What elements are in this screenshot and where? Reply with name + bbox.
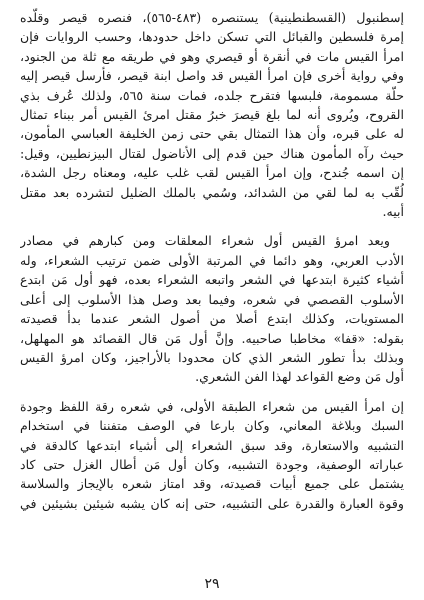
text-line: أول مَن وضع القواعد لهذا الفن الشعري.	[195, 369, 404, 385]
text-line: أشياء كثيرة ابتدعها في الشعر واتبعه الشعراء بعده، فهو أول مَن ابتدع	[20, 272, 404, 288]
text-line: السبك وبلاغة المعاني، وكان بارعا في الوصف متفننا في استخدام	[20, 418, 404, 434]
paragraph-2	[20, 231, 404, 386]
text-line: الأسلوب القصصي في شعره، وفيما بعد وصل هذا الأسلوب إلى أعلى	[20, 291, 404, 307]
paragraph-1	[20, 8, 404, 221]
text-line: وبذلك بدأ تطور الشعر الذي كان محدودا بالأراجيز، وكان امرؤ القيس	[20, 349, 404, 365]
text-line: إمرة فلسطين والقبائل التي تسكن داخل حدودها، وحسب الروايات فإن	[20, 29, 404, 45]
text-line: المستويات، وكذلك ابتدع أصلا من أصول الشعر عندما بدأ قصيدته	[20, 311, 404, 327]
text-line: وفي رواية أخرى فإن امرأ القيس قد واصل ابنة قيصر، فأرسل قيصر إليه	[20, 68, 404, 84]
text-line: الأدب العربي، وهو دائما في المرتبة الأولى ضمن ترتيب الشعراء، وله	[20, 252, 404, 268]
text-line: لُقّب به لما لقي من الشدائد، وسُمي بالملك الضليل لتشرده بعد مقتل	[20, 184, 404, 200]
text-line: إسطنبول (القسطنطينية) يستنصره (٤٨٣-٥٦٥)، فنصره قيصر وقلّده	[20, 10, 404, 25]
text-line: إن اسمه جُندح، وإن امرأ القيس لقب غلب عليه، ومعناه رجل الشدة،	[20, 165, 404, 181]
text-line: عباراته الوصفية، وجودة التشبيه، وكان أول مَن أطال الغزل حتى كاد	[20, 456, 404, 472]
text-line: له على قبره، وأن هذا التمثال بقي حتى زمن الخليفة العباسي المأمون،	[20, 126, 404, 142]
paragraph-3	[20, 397, 404, 513]
text-line: امرأ القيس مات في أنقرة أو قيصري وهو في طريقه مع ثلة من الجنود،	[20, 48, 404, 64]
text-line: التشبيه والاستعارة، وقد سبق الشعراء إلى أشياء ابتدعها كالدقة في	[20, 437, 404, 453]
text-line: ويعد امرؤ القيس أول شعراء المعلقات ومن كبارهم في مصادر	[20, 233, 390, 249]
text-line: إن امرأ القيس من شعراء الطبقة الأولى، في شعره رقة اللفظ وجودة	[20, 398, 404, 414]
text-line: يشتمل على جميع أبيات قصيدته، وقد امتاز شعره بالإيجاز والسلاسة	[20, 476, 404, 492]
text-line: أبيه.	[382, 204, 404, 220]
text-line: بقوله: «قفا» مخاطبا صاحبيه. وإنَّ أول مَن قال القصائد هو المهلهل،	[20, 330, 404, 346]
text-line: القروح، ويُروى أنه لما بلغ قيصرَ خبرُ مقتل امرئ القيس أمر ببناء تمثال	[20, 107, 404, 123]
text-line: وقوة العبارة والقدرة على التشبيه، حتى إنه كان يشبه شيئين بشيئين في	[20, 495, 404, 511]
text-line: حلّة مسمومة، فلبسها فتقرح جلده، فمات سنة ٥٦٥، ولذلك عُرف بذي	[20, 87, 404, 103]
page-number: ٢٩	[204, 576, 220, 592]
text-line: حيث رآه المأمون هناك حين قدم إلى الأناضول لقتال البيزنطيين، وقيل:	[20, 145, 404, 161]
